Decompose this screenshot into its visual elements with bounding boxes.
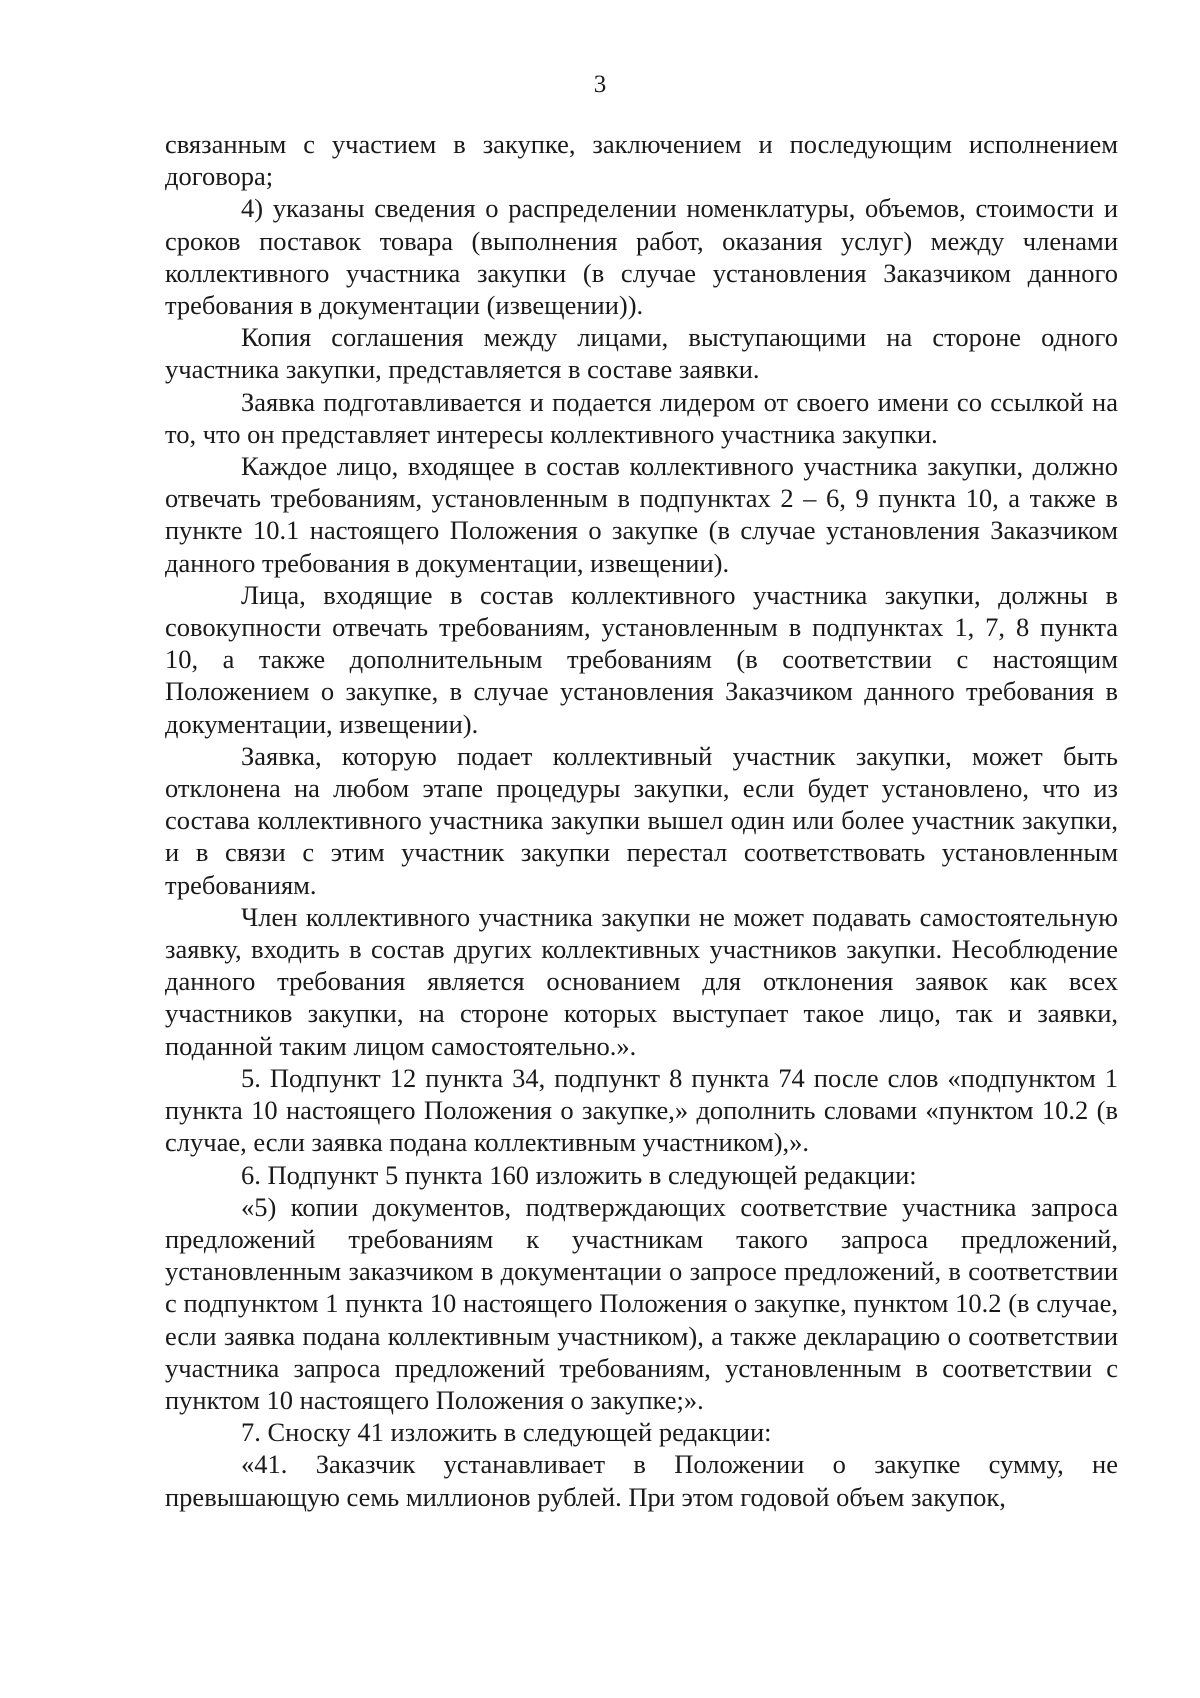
- paragraph: 4) указаны сведения о распределении номенклатуры, объемов, стоимости и сроков поставок товара (выполнения работ, оказания услуг) между членами коллективного участника закупки (в случае установления Заказчиком данного требования в документации (извещении)).: [165, 193, 1118, 321]
- paragraph: Каждое лицо, входящее в состав коллективного участника закупки, должно отвечать требованиям, установленным в подпунктах 2 – 6, 9 пункта 10, а также в пункте 10.1 настоящего Положения о закупке (в случае установления Заказчиком данного требования в документации, извещении).: [165, 451, 1118, 578]
- paragraph: Копия соглашения между лицами, выступающими на стороне одного участника закупки, представляется в составе заявки.: [165, 322, 1118, 385]
- paragraph: Лица, входящие в состав коллективного участника закупки, должны в совокупности отвечать требованиям, установленным в подпунктах 1, 7, 8 пункта 10, а также дополнительным требованиям (в соответствии с настоящим Положением о закупке, в случае установления Заказчиком данного требования в документации, извещении).: [165, 579, 1118, 739]
- document-body: [165, 128, 1118, 1513]
- paragraph: связанным с участием в закупке, заключением и последующим исполнением договора;: [165, 129, 1118, 192]
- paragraph: 7. Сноску 41 изложить в следующей редакции:: [241, 1417, 772, 1448]
- paragraph: Заявка, которую подает коллективный участник закупки, может быть отклонена на любом этапе процедуры закупки, если будет установлено, что из состава коллективного участника закупки вышел один или более участник закупки, и в связи с этим участник закупки перестал соответствовать установленным требованиям.: [165, 740, 1118, 900]
- paragraph: Член коллективного участника закупки не может подавать самостоятельную заявку, входить в состав других коллективных участников закупки. Несоблюдение данного требования является основанием для отклонения заявок как всех участников закупки, на стороне которых выступает такое лицо, так и заявки, поданной таким лицом самостоятельно.».: [165, 901, 1118, 1061]
- paragraph: Заявка подготавливается и подается лидером от своего имени со ссылкой на то, что он представляет интересы коллективного участника закупки.: [165, 386, 1118, 449]
- page-number: 3: [593, 71, 607, 98]
- paragraph: 6. Подпункт 5 пункта 160 изложить в следующей редакции:: [241, 1159, 917, 1190]
- paragraph: «41. Заказчик устанавливает в Положении о закупке сумму, не превышающую семь миллионов рублей. При этом годовой объем закупок,: [165, 1449, 1118, 1512]
- paragraph: «5) копии документов, подтверждающих соответствие участника запроса предложений требованиям к участникам такого запроса предложений, установленным заказчиком в документации о запросе предложений, в соответствии с подпунктом 1 пункта 10 настоящего Положения о закупке, пунктом 10.2 (в случае, если заявка подана коллективным участником), а также декларацию о соответствии участника запроса предложений требованиям, установленным в соответствии с пунктом 10 настоящего Положения о закупке;».: [165, 1191, 1118, 1415]
- paragraph: 5. Подпункт 12 пункта 34, подпункт 8 пункта 74 после слов «подпунктом 1 пункта 10 настоящего Положения о закупке,» дополнить словами «пунктом 10.2 (в случае, если заявка подана коллективным участником),».: [165, 1062, 1118, 1158]
